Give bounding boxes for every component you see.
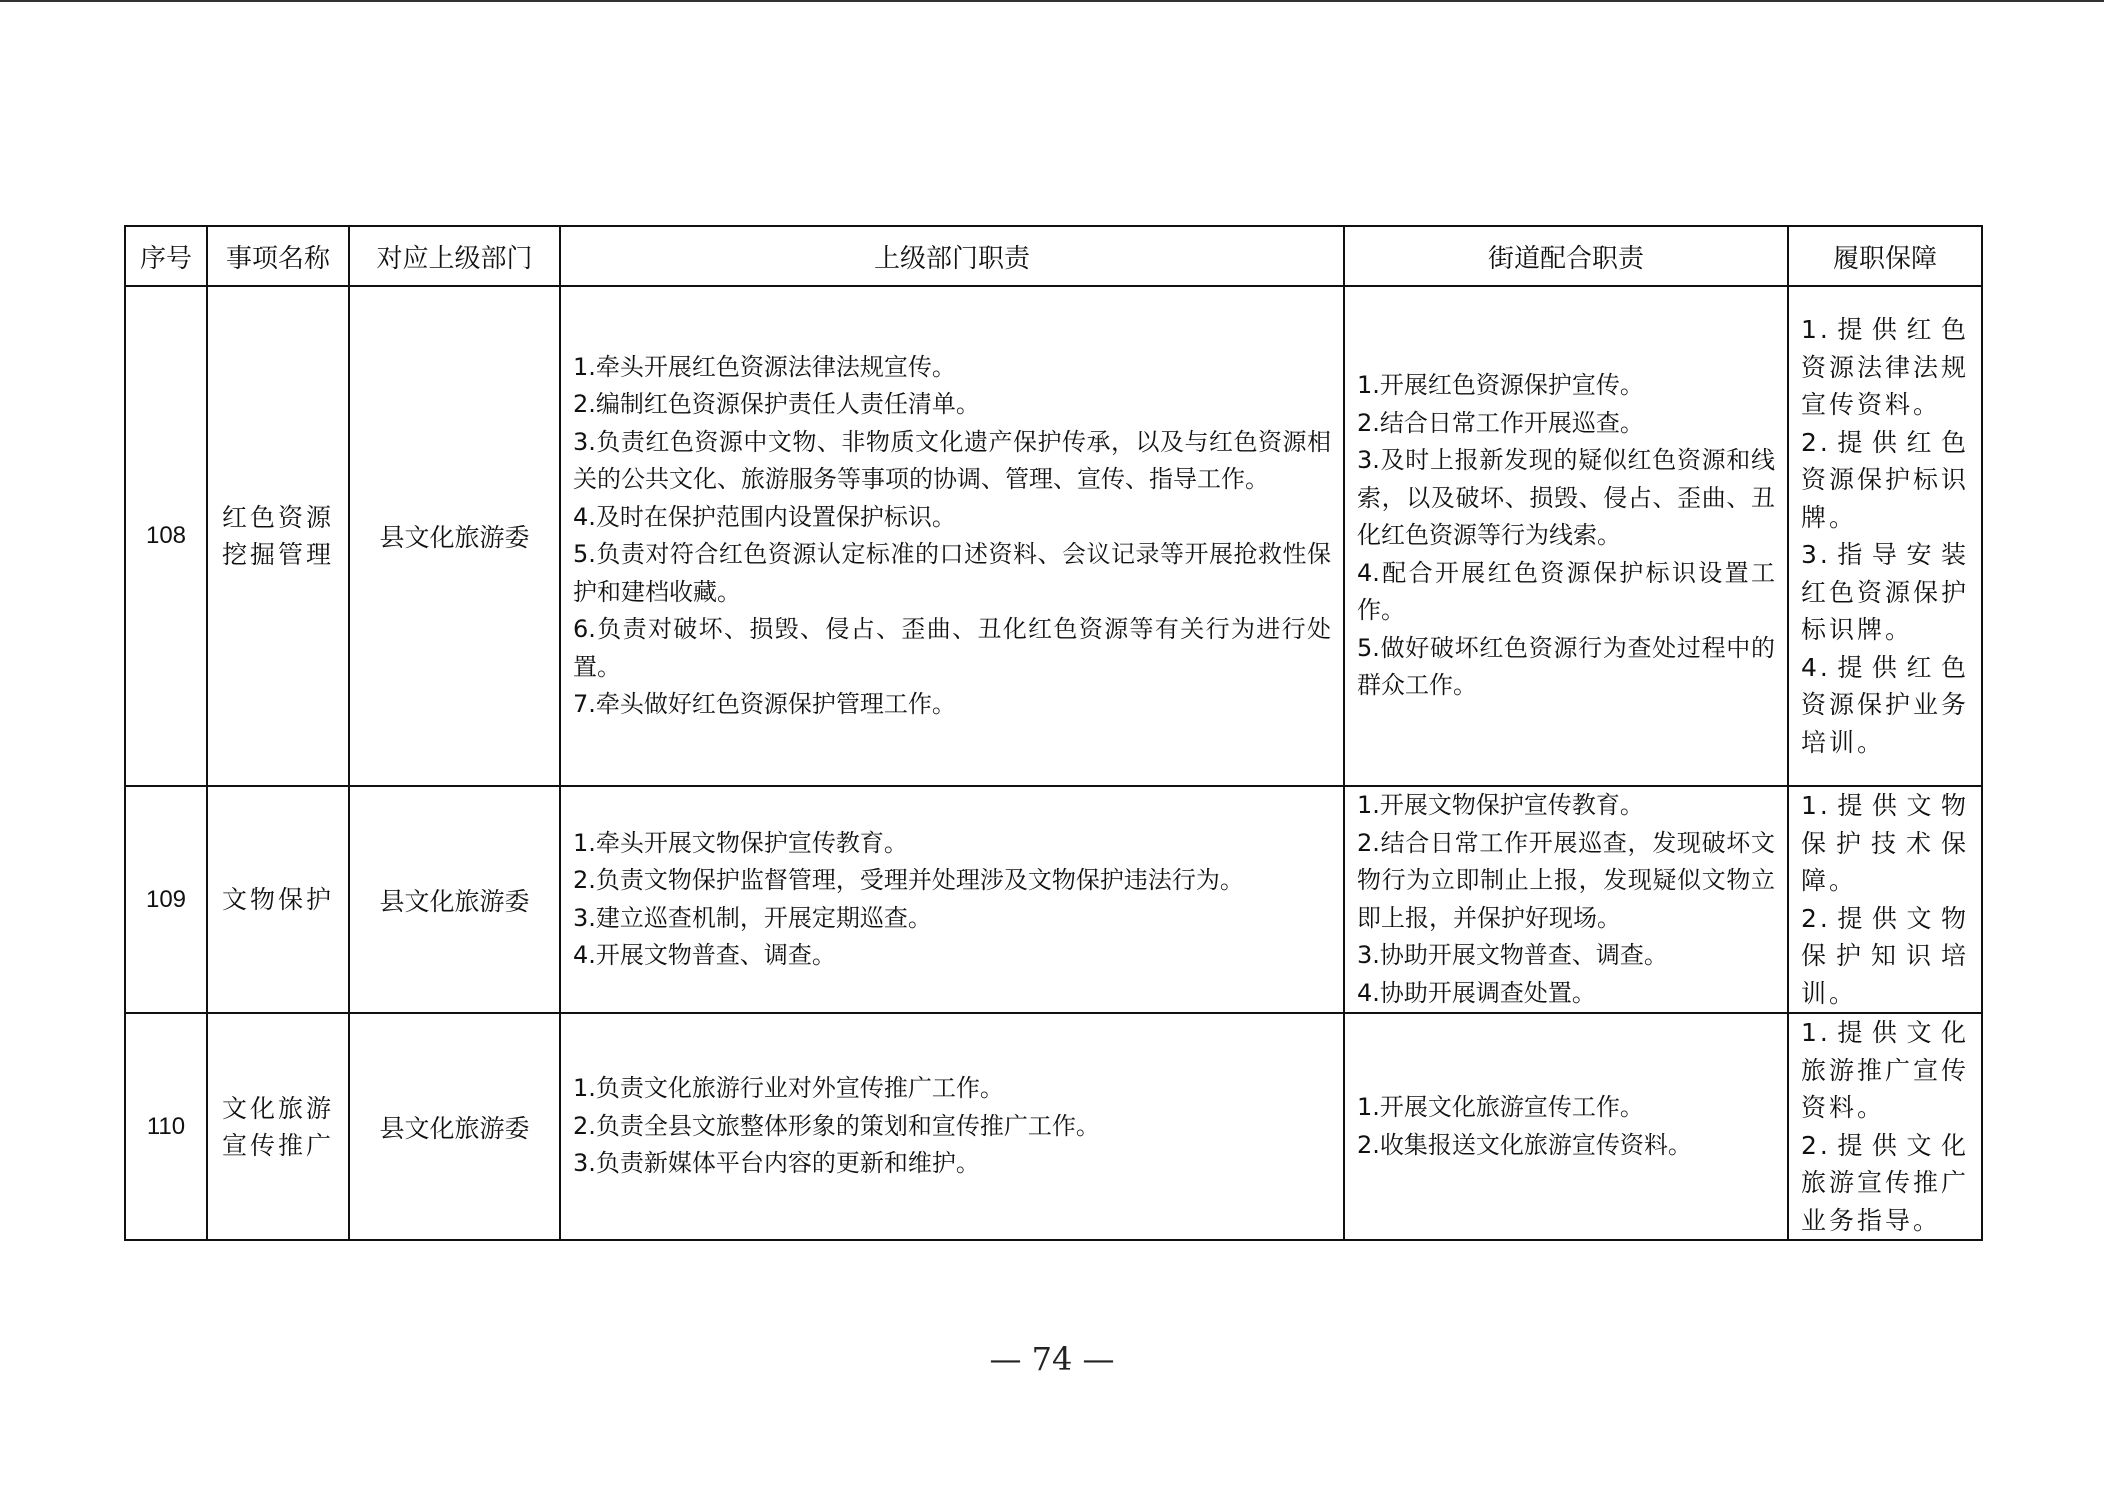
duty-item: 1.牵头开展文物保护宣传教育。 bbox=[573, 828, 908, 857]
header-number: 序号 bbox=[125, 226, 207, 286]
row-superior-duties bbox=[560, 786, 1344, 1013]
guarantee-item: 3.指导安装红色资源保护标识牌。 bbox=[1801, 540, 1970, 644]
duty-item: 6.负责对破坏、损毁、侵占、歪曲、丑化红色资源等有关行为进行处置。 bbox=[573, 615, 1331, 681]
duty-item: 5.负责对符合红色资源认定标准的口述资料、会议记录等开展抢救性保护和建档收藏。 bbox=[573, 540, 1331, 606]
guarantee-item: 2.提供文化旅游宣传推广业务指导。 bbox=[1801, 1130, 1970, 1235]
guarantee-item: 2.提供红色资源保护标识牌。 bbox=[1801, 427, 1970, 532]
duty-item: 2.编制红色资源保护责任人责任清单。 bbox=[573, 390, 980, 418]
duty-item: 1.负责文化旅游行业对外宣传推广工作。 bbox=[573, 1074, 1004, 1103]
header-street-duties: 街道配合职责 bbox=[1344, 226, 1788, 286]
guarantee-item: 4.提供红色资源保护业务培训。 bbox=[1801, 652, 1970, 757]
duty-item: 1.开展文物保护宣传教育。 bbox=[1357, 791, 1644, 819]
row-department: 县文化旅游委 bbox=[349, 1013, 560, 1240]
header-department: 对应上级部门 bbox=[349, 226, 560, 286]
duty-item: 2.结合日常工作开展巡查。 bbox=[1357, 408, 1644, 437]
guarantee-item: 1.提供红色资源法律法规宣传资料。 bbox=[1801, 315, 1970, 419]
duty-item: 2.结合日常工作开展巡查，发现破坏文物行为立即制止上报，发现疑似文物立即上报，并保护好现场。 bbox=[1357, 828, 1775, 932]
header-item-name: 事项名称 bbox=[207, 226, 349, 286]
row-street-duties bbox=[1344, 286, 1788, 786]
duty-item: 4.及时在保护范围内设置保护标识。 bbox=[573, 502, 956, 531]
row-guarantees bbox=[1788, 786, 1982, 1013]
top-border-line bbox=[0, 0, 2104, 2]
header-guarantees: 履职保障 bbox=[1788, 226, 1982, 286]
duty-item: 2.收集报送文化旅游宣传资料。 bbox=[1357, 1130, 1692, 1159]
duty-item: 1.牵头开展红色资源法律法规宣传。 bbox=[573, 352, 956, 381]
row-item-name: 文化旅游宣传推广 bbox=[207, 1013, 349, 1240]
row-street-duties bbox=[1344, 786, 1788, 1013]
table-header-row bbox=[125, 226, 1982, 286]
table-row bbox=[125, 786, 1982, 1013]
row-item-name: 红色资源挖掘管理 bbox=[207, 286, 349, 786]
row-department: 县文化旅游委 bbox=[349, 786, 560, 1013]
duties-table bbox=[124, 225, 1983, 1241]
duty-item: 3.负责新媒体平台内容的更新和维护。 bbox=[573, 1149, 980, 1178]
row-street-duties bbox=[1344, 1013, 1788, 1240]
row-number: 110 bbox=[125, 1013, 207, 1240]
guarantee-item: 2.提供文物保护知识培训。 bbox=[1801, 903, 1969, 1008]
row-department: 县文化旅游委 bbox=[349, 286, 560, 786]
duty-item: 3.协助开展文物普查、调查。 bbox=[1357, 941, 1668, 969]
header-superior-duties: 上级部门职责 bbox=[560, 226, 1344, 286]
duty-item: 4.协助开展调查处置。 bbox=[1357, 978, 1596, 1007]
row-guarantees bbox=[1788, 286, 1982, 786]
table-row bbox=[125, 286, 1982, 786]
guarantee-item: 1.提供文物保护技术保障。 bbox=[1801, 791, 1969, 895]
duty-item: 4.开展文物普查、调查。 bbox=[573, 941, 836, 969]
row-guarantees bbox=[1788, 1013, 1982, 1240]
page-number: — 74 — bbox=[989, 1340, 1115, 1378]
duty-item: 3.建立巡查机制，开展定期巡查。 bbox=[573, 903, 932, 932]
duty-item: 5.做好破坏红色资源行为查处过程中的群众工作。 bbox=[1357, 633, 1775, 700]
row-number: 108 bbox=[125, 286, 207, 786]
duty-item: 2.负责文物保护监督管理，受理并处理涉及文物保护违法行为。 bbox=[573, 866, 1244, 894]
duty-item: 2.负责全县文旅整体形象的策划和宣传推广工作。 bbox=[573, 1111, 1100, 1140]
duty-item: 1.开展文化旅游宣传工作。 bbox=[1357, 1093, 1644, 1121]
duty-item: 3.负责红色资源中文物、非物质文化遗产保护传承，以及与红色资源相关的公共文化、旅游服务等事项的协调、管理、宣传、指导工作。 bbox=[573, 427, 1331, 493]
duty-item: 7.牵头做好红色资源保护管理工作。 bbox=[573, 690, 956, 718]
table-row bbox=[125, 1013, 1982, 1240]
guarantee-item: 1.提供文化旅游推广宣传资料。 bbox=[1801, 1018, 1970, 1122]
duty-item: 4.配合开展红色资源保护标识设置工作。 bbox=[1357, 558, 1775, 625]
duty-item: 3.及时上报新发现的疑似红色资源和线索，以及破坏、损毁、侵占、歪曲、丑化红色资源等行为线索。 bbox=[1357, 446, 1775, 550]
row-superior-duties bbox=[560, 286, 1344, 786]
row-number: 109 bbox=[125, 786, 207, 1013]
row-item-name: 文物保护 bbox=[207, 786, 349, 1013]
duty-item: 1.开展红色资源保护宣传。 bbox=[1357, 371, 1644, 400]
row-superior-duties bbox=[560, 1013, 1344, 1240]
